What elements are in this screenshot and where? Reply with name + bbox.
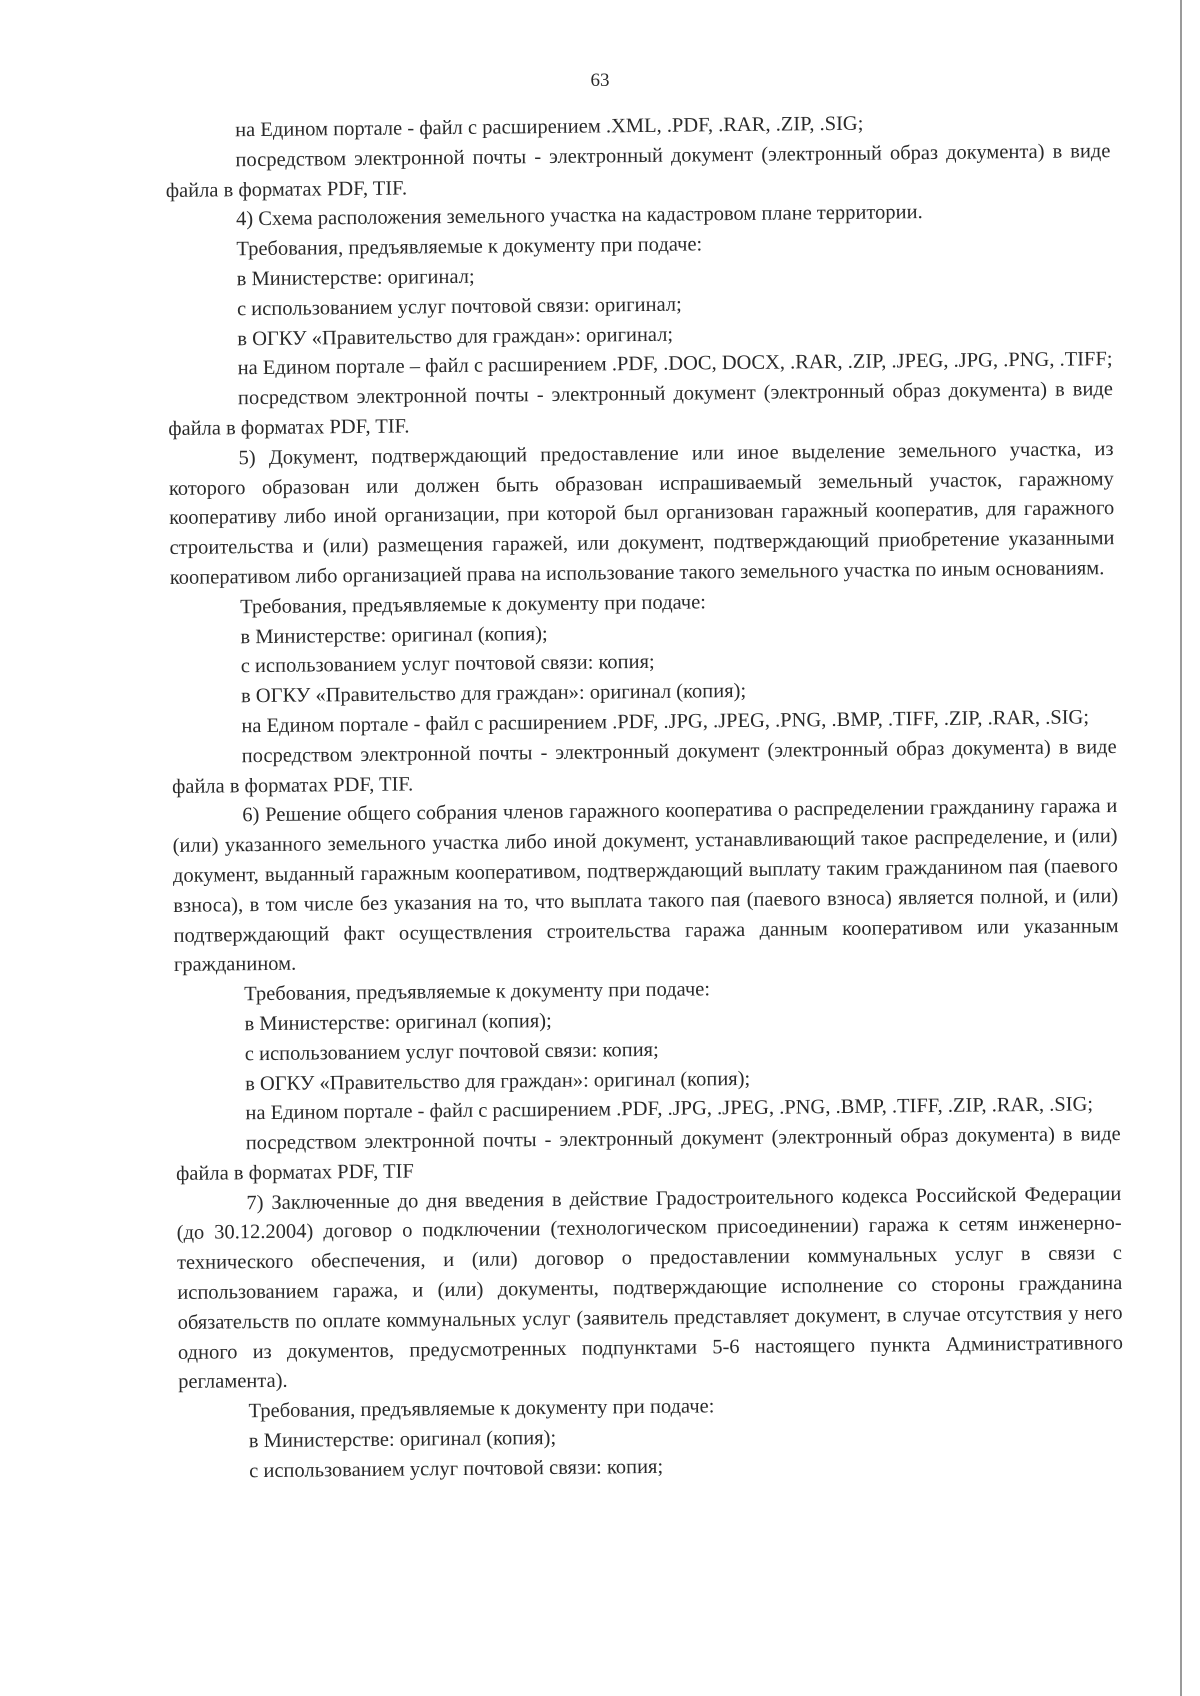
- paragraph: Требования, предъявляемые к документу при подаче:: [244, 978, 711, 1006]
- paragraph: в ОГКУ «Правительство для граждан»: оригинал (копия);: [245, 1067, 751, 1095]
- page-number: 63: [590, 70, 610, 91]
- paragraph: в Министерстве: оригинал;: [236, 265, 475, 291]
- paragraph: Требования, предъявляемые к документу при подаче:: [248, 1395, 715, 1423]
- paragraph: с использованием услуг почтовой связи: копия;: [249, 1455, 664, 1483]
- paragraph: с использованием услуг почтовой связи: копия;: [240, 651, 655, 678]
- paragraph: посредством электронной почты - электронный документ (электронный образ документа) в виде файла в форматах PDF, TIF.: [171, 735, 1117, 798]
- paragraph: на Едином портале - файл с расширением .XML, .PDF, .RAR, .ZIP, .SIG;: [235, 112, 864, 142]
- paragraph: 4) Схема расположения земельного участка на кадастровом плане территории.: [235, 201, 923, 231]
- paragraph: на Едином портале – файл с расширением .PDF, .DOC, DOCX, .RAR, .ZIP, .JPEG, .JPG, .PNG, .TIFF;: [237, 348, 1113, 380]
- paragraph: в ОГКУ «Правительство для граждан»: оригинал (копия);: [240, 680, 747, 708]
- paragraph: 5) Документ, подтверждающий предоставление или иное выделение земельного участка, из которого образован или должен быть образован испрашиваемый земельный участок, гаражному кооперативу либо иной организации, при которой был организован гаражный кооператив, для гаражного строительства и (или) размещения гаражей, или документ, подтверждающий приобретение указанными кооперативом либо организацией права на использование такого земельного участка по иным основаниям.: [168, 437, 1115, 589]
- paragraph: посредством электронной почты - электронный документ (электронный образ документа) в виде файла в форматах PDF, TIF: [175, 1123, 1121, 1185]
- paragraph: в Министерстве: оригинал (копия);: [248, 1427, 557, 1453]
- paragraph: с использованием услуг почтовой связи: оригинал;: [236, 293, 682, 321]
- paragraph: посредством электронной почты - электронный документ (электронный образ документа) в виде файла в форматах PDF, TIF.: [165, 139, 1111, 202]
- paragraph: на Едином портале - файл с расширением .PDF, .JPG, .JPEG, .PNG, .BMP, .TIFF, .ZIP, .RAR, .SIG;: [245, 1093, 1094, 1125]
- paragraph: на Едином портале - файл с расширением .PDF, .JPG, .JPEG, .PNG, .BMP, .TIFF, .ZIP, .RAR, .SIG;: [241, 706, 1090, 738]
- paragraph: Требования, предъявляемые к документу при подаче:: [236, 233, 703, 261]
- paragraph: в ОГКУ «Правительство для граждан»: оригинал;: [237, 323, 674, 350]
- paragraph: 6) Решение общего собрания членов гаражного кооператива о распределении гражданину гаража и (или) указанного земельного участка либо иной документ, устанавливающий такое распределение, и (или) документ, выданный гаражным кооперативом, подтверждающий выплату таким гражданином пая (паевого взноса), в том числе без указания на то, что выплата такого пая (паевого взноса) является полной, и (или) подтверждающий факт осуществления строительства гаража данным кооперативом или указанным гражданином.: [172, 795, 1119, 977]
- paragraph: в Министерстве: оригинал (копия);: [244, 1009, 552, 1036]
- paragraph: в Министерстве: оригинал (копия);: [240, 622, 548, 648]
- paragraph: Требования, предъявляемые к документу при подаче:: [240, 591, 707, 618]
- document-body: [165, 107, 1124, 1487]
- paragraph: 7) Заключенные до дня введения в действие Градостроительного кодекса Российской Федерации (до 30.12.2004) договор о подключении (технологическом присоединении) гаража к сетям инженерно-технического обеспечения, и (или) договор о предоставлении коммунальных услуг в связи с использованием гаража, и (или) документы, подтверждающие исполнение со стороны гражданина обязательств по оплате коммунальных услуг (заявитель представляет документ, в случае отсутствия у него одного из документов, предусмотренных подпунктами 5-6 настоящего пункта Административного регламента).: [176, 1182, 1124, 1394]
- paragraph: с использованием услуг почтовой связи: копия;: [244, 1038, 659, 1065]
- paragraph: посредством электронной почты - электронный документ (электронный образ документа) в виде файла в форматах PDF, TIF.: [168, 378, 1114, 440]
